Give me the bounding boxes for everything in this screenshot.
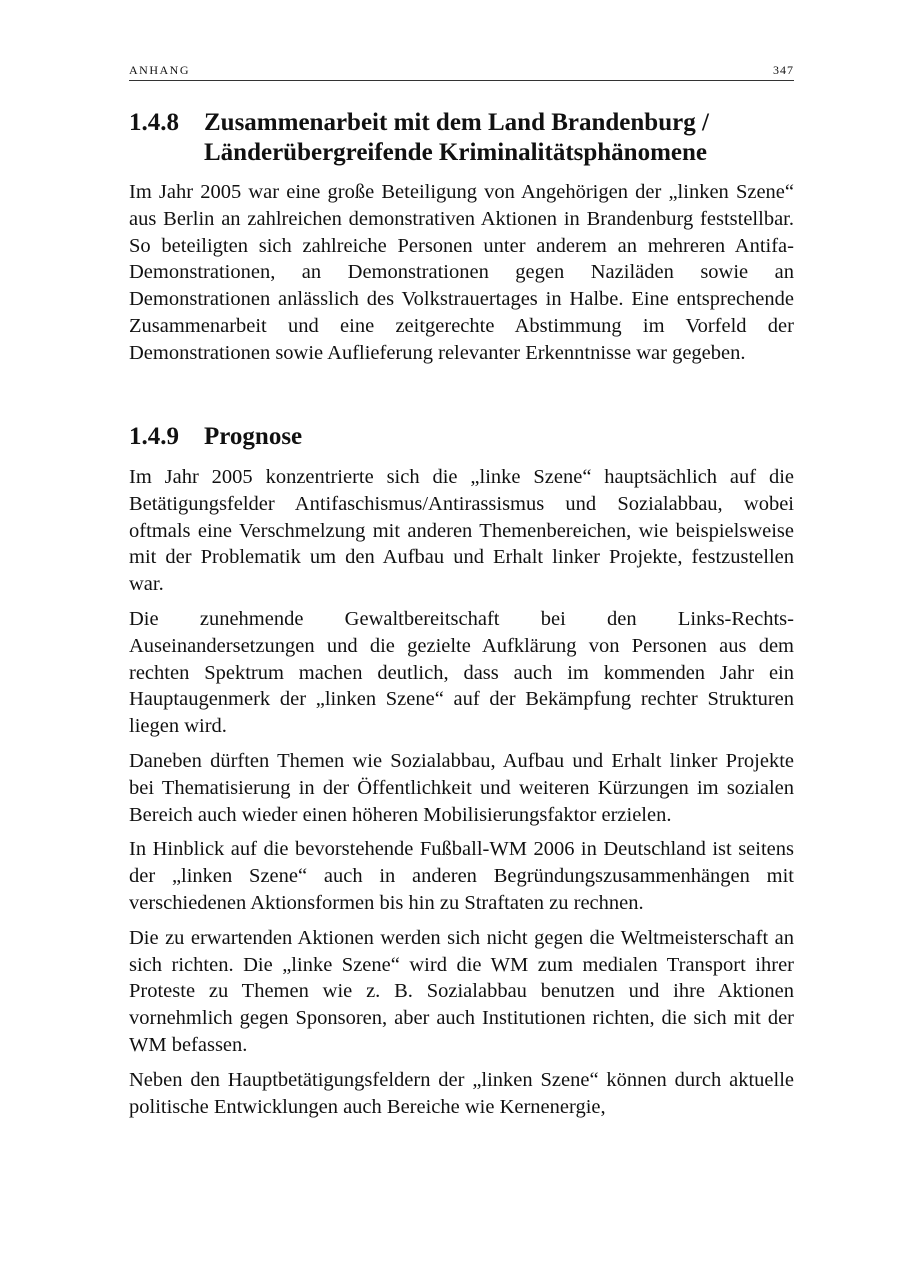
section-148-heading bbox=[129, 108, 804, 168]
paragraph: In Hinblick auf die bevorstehende Fußball-WM 2006 in Deutschland ist seitens der „linken Szene“ auch in anderen Begründungszusammenhängen mit verschiedenen Aktionsformen bis hin zu Straftaten zu rechnen. bbox=[129, 838, 794, 914]
header-section-label: ANHANG bbox=[129, 63, 190, 77]
section-148-title: Zusammenarbeit mit dem Land Brandenburg / Länderübergreifende Kriminalitätsphänomene bbox=[204, 109, 709, 166]
paragraph: Die zu erwartenden Aktionen werden sich nicht gegen die Weltmeisterschaft an sich richten. Die „linke Szene“ wird die WM zum medialen Transport ihrer Proteste zu Themen wie z. B. Sozialabbau benutzen und ihre Aktionen vornehmlich gegen Sponsoren, aber auch Institutionen richten, die sich mit der WM befassen. bbox=[129, 926, 794, 1056]
paragraph: Die zunehmende Gewaltbereitschaft bei den Links-Rechts-Auseinandersetzungen und die gezielte Aufklärung von Personen aus dem rechten Spektrum machen deutlich, dass auch im kommenden Jahr ein Hauptaugenmerk der „linken Szene“ auf der Bekämpfung rechter Strukturen liegen wird. bbox=[129, 607, 794, 738]
page-number: 347 bbox=[773, 63, 794, 77]
paragraph: Daneben dürften Themen wie Sozialabbau, Aufbau und Erhalt linker Projekte bei Thematisierung in der Öffentlichkeit und weiteren Kürzungen im sozialen Bereich auch wieder einen höheren Mobilisierungsfaktor erzielen. bbox=[129, 749, 794, 826]
paragraph: Im Jahr 2005 war eine große Beteiligung von Angehörigen der „linken Szene“ aus Berlin an zahlreichen demonstrativen Aktionen in Brandenburg feststellbar. So beteiligten sich zahlreiche Personen unter anderem an mehreren Antifa-Demonstrationen, an Demonstrationen gegen Naziläden sowie an Demonstrationen anlässlich des Volkstrauertages in Halbe. Eine entsprechende Zusammenarbeit und eine zeitgerechte Abstimmung im Vorfeld der Demonstrationen sowie Auflieferung relevanter Erkenntnisse war gegeben. bbox=[129, 181, 794, 364]
paragraph: Im Jahr 2005 konzentrierte sich die „linke Szene“ hauptsächlich auf die Betätigungsfelder Antifaschismus/Antirassismus und Sozialabbau, wobei oftmals eine Verschmelzung mit anderen Themenbereichen, wie beispielsweise mit der Problematik um den Aufbau und Erhalt linker Projekte, festzustellen war. bbox=[129, 466, 794, 596]
section-149-title: Prognose bbox=[204, 423, 303, 450]
section-148-body bbox=[129, 179, 794, 375]
section-149-body bbox=[129, 464, 794, 1128]
section-149-number: 1.4.9 bbox=[129, 423, 179, 450]
section-149-heading bbox=[129, 422, 804, 452]
paragraph: Neben den Hauptbetätigungsfeldern der „linken Szene“ können durch aktuelle politische Entwicklungen auch Bereiche wie Kernenergie, bbox=[129, 1068, 794, 1118]
running-header bbox=[129, 63, 794, 81]
section-148-number: 1.4.8 bbox=[129, 109, 179, 136]
